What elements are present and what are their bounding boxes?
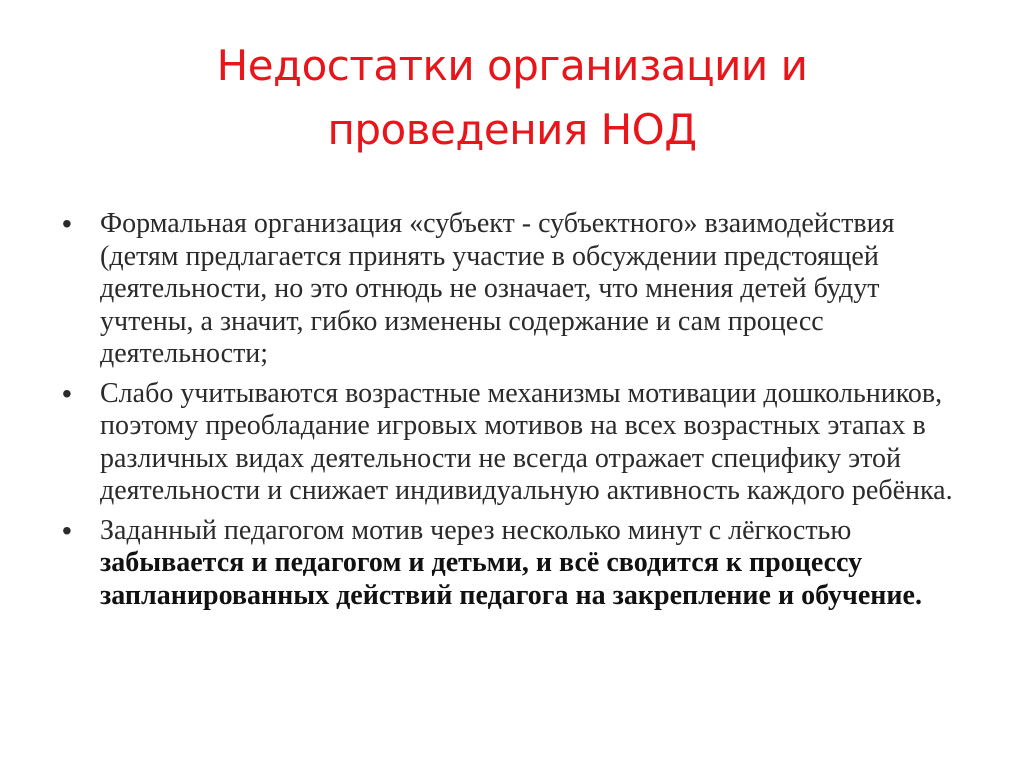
slide-title-line-1: Недостатки организации и <box>216 41 808 90</box>
bullet-icon: • <box>62 208 72 239</box>
slide-title-line-2: проведения НОД <box>327 105 697 154</box>
bullet-text-2: Слабо учитываются возрастные механизмы мотивации дошкольников, поэтому преобладание игровых мотивов на всех возрастных этапах в различных видах деятельности не всегда отражает специфику этой деятельности и снижает индивидуальную активность каждого ребёнка. <box>100 377 953 506</box>
bullet-text-3-bold: забывается и педагогом и детьми, и всё сводится к процессу запланированных действий педагога на закрепление и обучение. <box>100 547 922 611</box>
bullet-list <box>62 208 972 619</box>
bullet-text-3-plain: Заданный педагогом мотив через несколько минут с лёгкостью <box>100 514 852 546</box>
slide-title <box>120 34 904 162</box>
bullet-icon: • <box>62 377 72 409</box>
bullet-text-1: Формальная организация «субъект - субъектного» взаимодействия (детям предлагается принять участие в обсуждении предстоящей деятельности, но это отнюдь не означает, что мнения детей будут учтены, а значит, гибко изменены содержание и сам процесс деятельности; <box>100 208 895 369</box>
bullet-icon: • <box>62 514 72 546</box>
bullet-item-2 <box>62 378 972 508</box>
bullet-item-3 <box>62 515 972 613</box>
bullet-item-1 <box>62 208 972 371</box>
